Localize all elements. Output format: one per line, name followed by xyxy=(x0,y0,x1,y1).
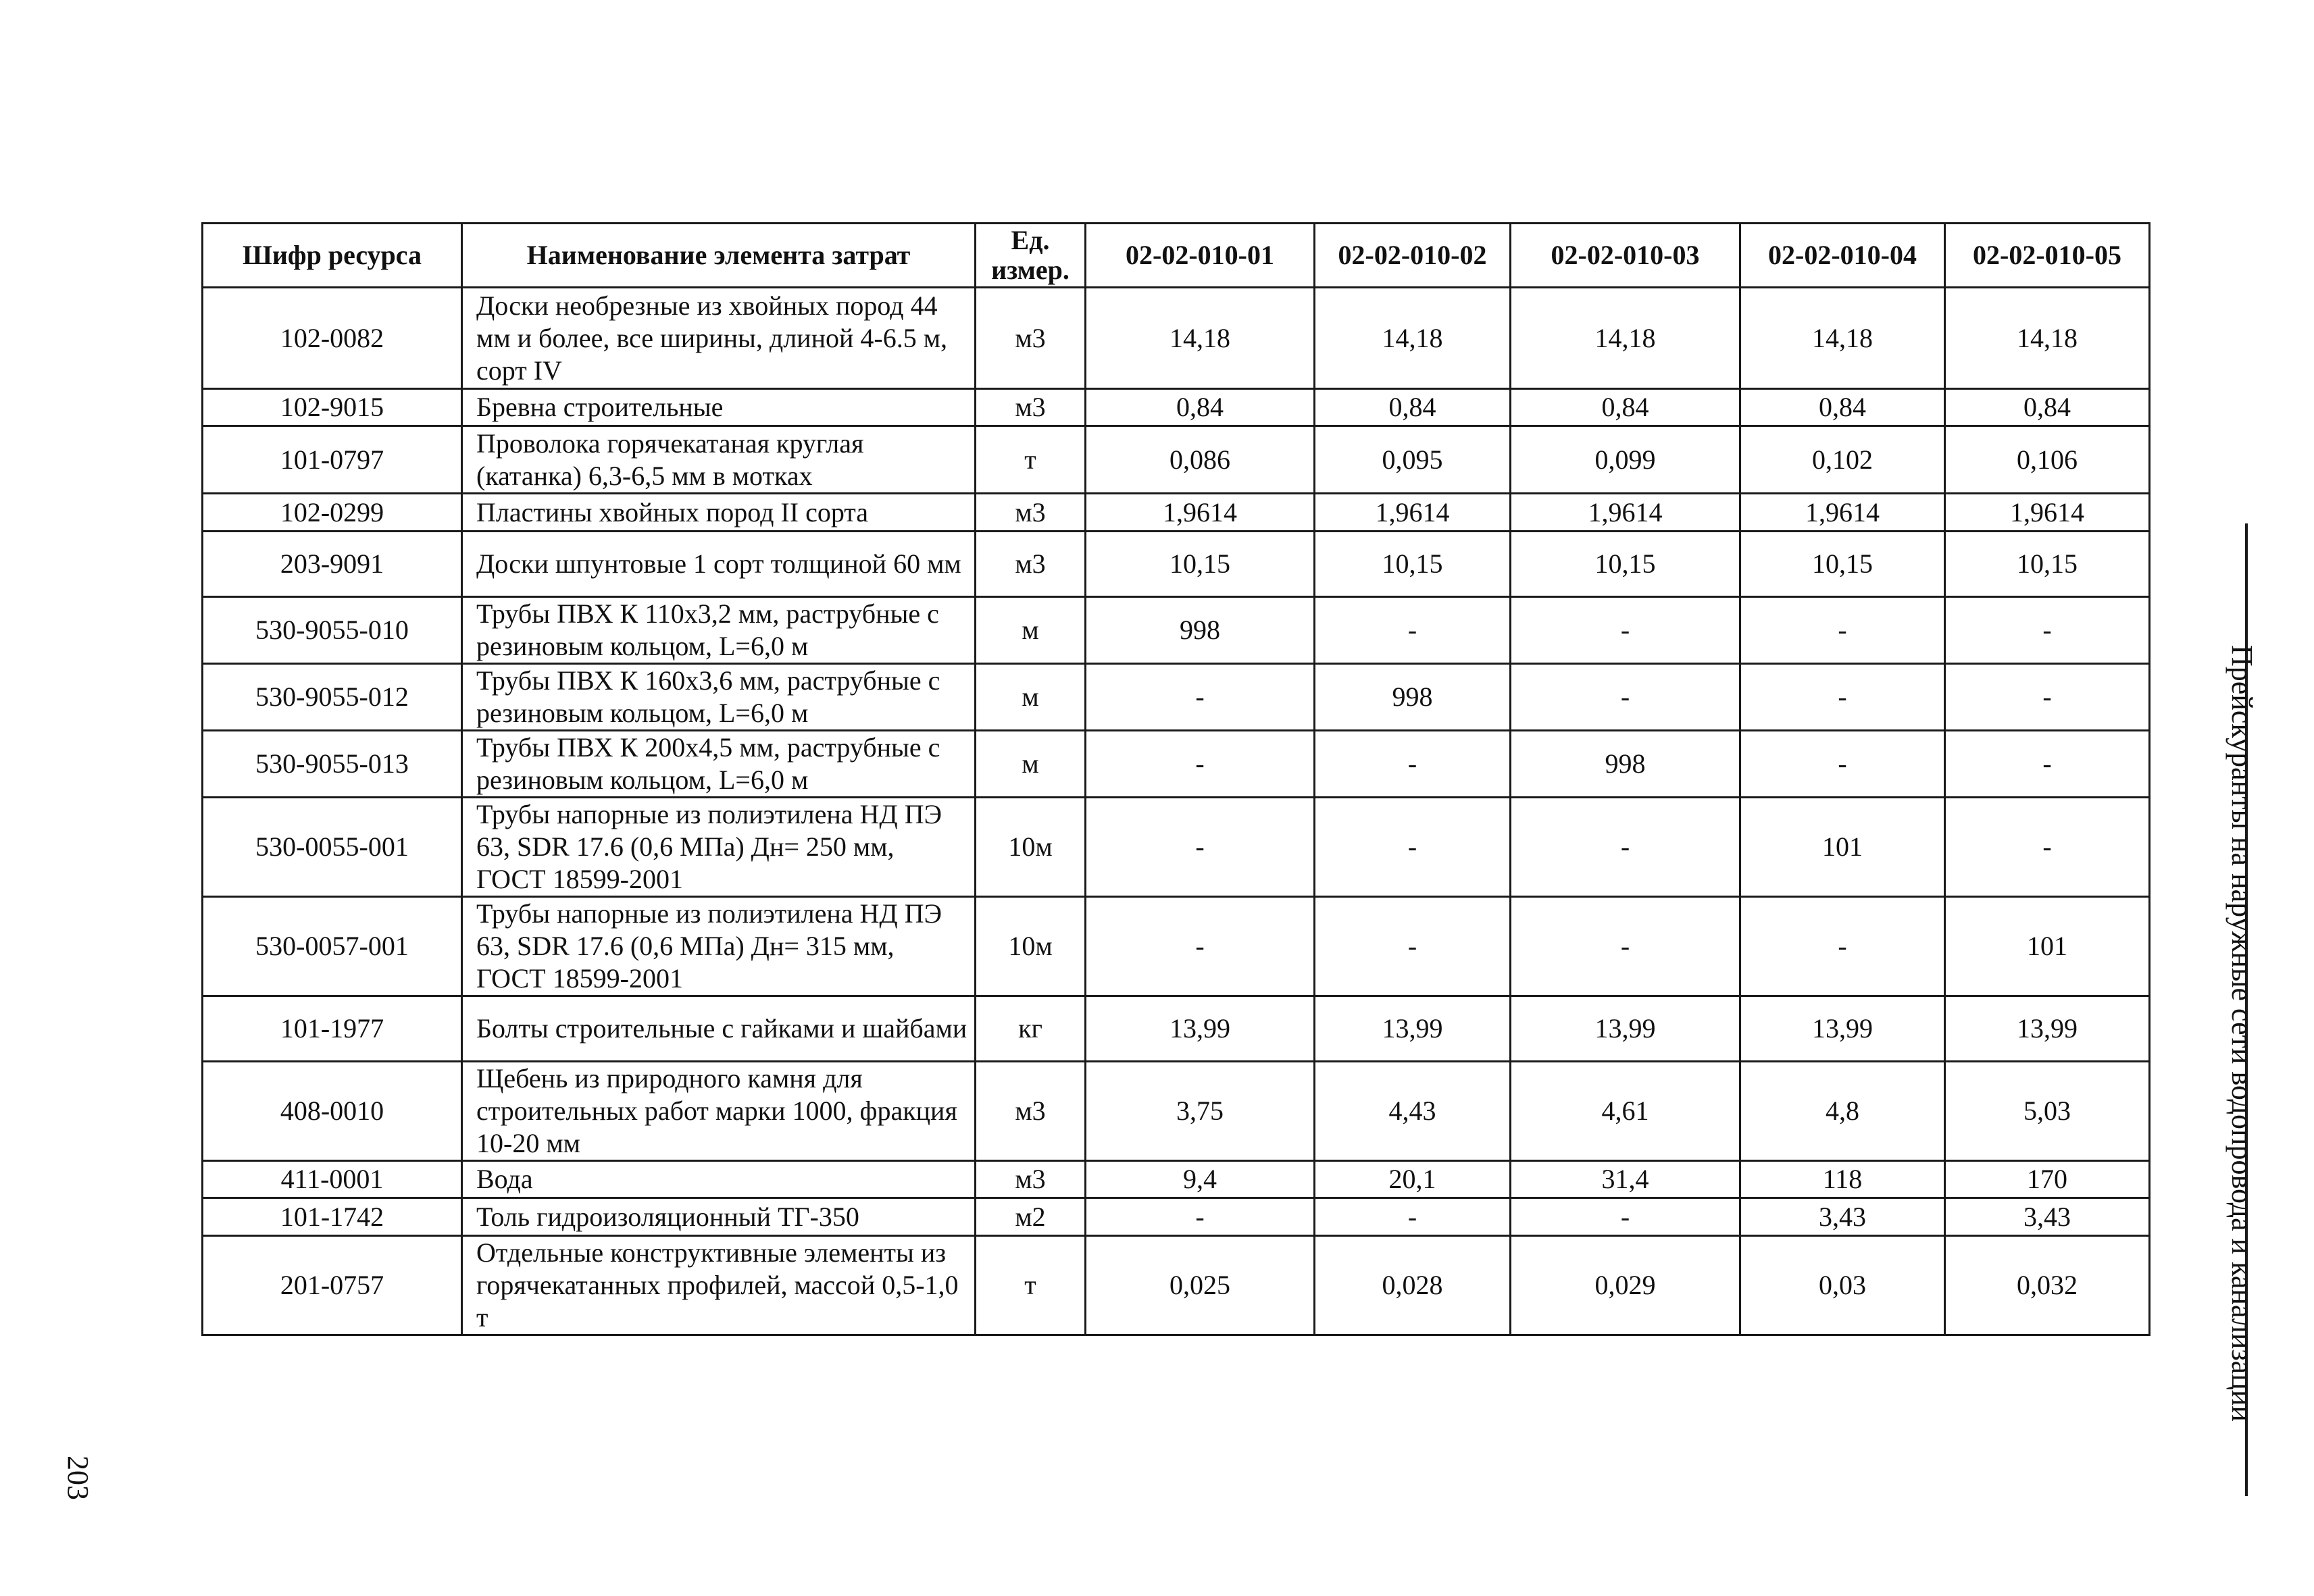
table-row xyxy=(203,288,2150,389)
row-value: - xyxy=(1740,664,1945,731)
table-row xyxy=(203,731,2150,798)
table-row xyxy=(203,1198,2150,1236)
row-unit: м2 xyxy=(976,1198,1086,1236)
row-code: 411-0001 xyxy=(203,1161,462,1198)
row-unit: кг xyxy=(976,996,1086,1062)
row-unit: м xyxy=(976,731,1086,798)
row-value: - xyxy=(1315,1198,1511,1236)
row-value: - xyxy=(1945,597,2150,664)
row-value: 31,4 xyxy=(1511,1161,1740,1198)
header-code: Шифр ресурса xyxy=(203,224,462,288)
row-value: 0,086 xyxy=(1086,426,1315,494)
row-value: 0,099 xyxy=(1511,426,1740,494)
row-name: Пластины хвойных пород II сорта xyxy=(462,494,976,532)
row-name: Доски шпунтовые 1 сорт толщиной 60 мм xyxy=(462,532,976,597)
row-code: 203-9091 xyxy=(203,532,462,597)
row-value: 1,9614 xyxy=(1086,494,1315,532)
row-value: 0,84 xyxy=(1945,389,2150,426)
row-value: 10,15 xyxy=(1315,532,1511,597)
row-name: Бревна строительные xyxy=(462,389,976,426)
row-code: 530-0055-001 xyxy=(203,798,462,897)
row-value: 0,025 xyxy=(1086,1236,1315,1335)
header-column-1: 02-02-010-01 xyxy=(1086,224,1315,288)
table-row xyxy=(203,664,2150,731)
row-value: 14,18 xyxy=(1511,288,1740,389)
row-value: - xyxy=(1086,798,1315,897)
row-value: - xyxy=(1945,664,2150,731)
table-row xyxy=(203,597,2150,664)
row-value: 998 xyxy=(1315,664,1511,731)
header-unit-line2: измер. xyxy=(991,255,1070,285)
row-value: 4,61 xyxy=(1511,1062,1740,1161)
row-value: 0,106 xyxy=(1945,426,2150,494)
row-value: - xyxy=(1315,897,1511,996)
row-unit: т xyxy=(976,426,1086,494)
row-value: 3,75 xyxy=(1086,1062,1315,1161)
table-header-row xyxy=(203,224,2150,288)
table-row xyxy=(203,532,2150,597)
row-value: - xyxy=(1315,731,1511,798)
row-value: 1,9614 xyxy=(1315,494,1511,532)
row-unit: 10м xyxy=(976,798,1086,897)
row-value: - xyxy=(1511,897,1740,996)
row-unit: т xyxy=(976,1236,1086,1335)
row-value: 0,029 xyxy=(1511,1236,1740,1335)
row-value: - xyxy=(1086,664,1315,731)
row-value: - xyxy=(1945,731,2150,798)
row-value: 118 xyxy=(1740,1161,1945,1198)
row-value: 4,8 xyxy=(1740,1062,1945,1161)
row-value: 14,18 xyxy=(1086,288,1315,389)
row-value: - xyxy=(1315,597,1511,664)
row-code: 101-1742 xyxy=(203,1198,462,1236)
row-name: Щебень из природного камня для строительных работ марки 1000, фракция 10-20 мм xyxy=(462,1062,976,1161)
row-value: 170 xyxy=(1945,1161,2150,1198)
row-value: - xyxy=(1511,597,1740,664)
row-name: Вода xyxy=(462,1161,976,1198)
row-unit: м3 xyxy=(976,1062,1086,1161)
row-name: Трубы ПВХ К 160х3,6 мм, раструбные с резиновым кольцом, L=6,0 м xyxy=(462,664,976,731)
row-code: 201-0757 xyxy=(203,1236,462,1335)
row-code: 530-9055-013 xyxy=(203,731,462,798)
resource-table xyxy=(201,222,2150,1336)
header-column-4: 02-02-010-04 xyxy=(1740,224,1945,288)
row-value: 5,03 xyxy=(1945,1062,2150,1161)
header-unit xyxy=(976,224,1086,288)
row-name: Трубы напорные из полиэтилена НД ПЭ 63, SDR 17.6 (0,6 МПа) Дн= 250 мм, ГОСТ 18599-2001 xyxy=(462,798,976,897)
row-value: - xyxy=(1740,897,1945,996)
row-value: 10,15 xyxy=(1945,532,2150,597)
row-code: 530-0057-001 xyxy=(203,897,462,996)
row-code: 530-9055-010 xyxy=(203,597,462,664)
row-value: 998 xyxy=(1086,597,1315,664)
row-value: 0,102 xyxy=(1740,426,1945,494)
row-value: - xyxy=(1511,798,1740,897)
row-value: 0,032 xyxy=(1945,1236,2150,1335)
row-value: 14,18 xyxy=(1740,288,1945,389)
row-value: 101 xyxy=(1740,798,1945,897)
row-value: 1,9614 xyxy=(1740,494,1945,532)
row-value: - xyxy=(1511,1198,1740,1236)
row-value: - xyxy=(1086,731,1315,798)
row-value: 0,84 xyxy=(1315,389,1511,426)
row-value: 14,18 xyxy=(1945,288,2150,389)
row-value: - xyxy=(1945,798,2150,897)
row-value: 13,99 xyxy=(1315,996,1511,1062)
row-value: - xyxy=(1086,897,1315,996)
table-row xyxy=(203,494,2150,532)
row-name: Болты строительные с гайками и шайбами xyxy=(462,996,976,1062)
row-value: 20,1 xyxy=(1315,1161,1511,1198)
row-value: 0,095 xyxy=(1315,426,1511,494)
row-value: 0,028 xyxy=(1315,1236,1511,1335)
row-name: Отдельные конструктивные элементы из горячекатанных профилей, массой 0,5-1,0 т xyxy=(462,1236,976,1335)
header-unit-line1: Ед. xyxy=(1011,225,1050,255)
row-code: 101-0797 xyxy=(203,426,462,494)
row-value: 13,99 xyxy=(1740,996,1945,1062)
header-column-2: 02-02-010-02 xyxy=(1315,224,1511,288)
row-code: 101-1977 xyxy=(203,996,462,1062)
row-value: 3,43 xyxy=(1740,1198,1945,1236)
resource-table-wrapper xyxy=(201,222,2148,1336)
row-value: 0,03 xyxy=(1740,1236,1945,1335)
row-unit: м3 xyxy=(976,494,1086,532)
row-code: 102-0082 xyxy=(203,288,462,389)
row-value: 0,84 xyxy=(1086,389,1315,426)
row-value: 9,4 xyxy=(1086,1161,1315,1198)
row-value: 998 xyxy=(1511,731,1740,798)
table-row xyxy=(203,389,2150,426)
row-name: Трубы напорные из полиэтилена НД ПЭ 63, SDR 17.6 (0,6 МПа) Дн= 315 мм, ГОСТ 18599-2001 xyxy=(462,897,976,996)
row-value: 10,15 xyxy=(1511,532,1740,597)
table-row xyxy=(203,1236,2150,1335)
table-row xyxy=(203,1161,2150,1198)
row-value: 0,84 xyxy=(1740,389,1945,426)
table-row xyxy=(203,996,2150,1062)
side-title: Прейскуранты на наружные сети водопровода и канализации xyxy=(2225,645,2259,1422)
row-value: 101 xyxy=(1945,897,2150,996)
row-name: Трубы ПВХ К 110х3,2 мм, раструбные с резиновым кольцом, L=6,0 м xyxy=(462,597,976,664)
row-unit: м xyxy=(976,597,1086,664)
row-value: 10,15 xyxy=(1740,532,1945,597)
row-value: 0,84 xyxy=(1511,389,1740,426)
row-value: 13,99 xyxy=(1086,996,1315,1062)
row-unit: м3 xyxy=(976,389,1086,426)
row-code: 530-9055-012 xyxy=(203,664,462,731)
row-value: - xyxy=(1086,1198,1315,1236)
row-unit: м3 xyxy=(976,1161,1086,1198)
header-column-5: 02-02-010-05 xyxy=(1945,224,2150,288)
row-value: 1,9614 xyxy=(1511,494,1740,532)
row-value: 13,99 xyxy=(1945,996,2150,1062)
row-unit: 10м xyxy=(976,897,1086,996)
row-value: - xyxy=(1740,731,1945,798)
row-value: - xyxy=(1315,798,1511,897)
row-code: 102-0299 xyxy=(203,494,462,532)
row-name: Трубы ПВХ К 200х4,5 мм, раструбные с резиновым кольцом, L=6,0 м xyxy=(462,731,976,798)
row-unit: м3 xyxy=(976,288,1086,389)
page-number: 203 xyxy=(61,1456,95,1500)
table-row xyxy=(203,897,2150,996)
header-column-3: 02-02-010-03 xyxy=(1511,224,1740,288)
table-row xyxy=(203,1062,2150,1161)
row-value: - xyxy=(1740,597,1945,664)
row-value: 1,9614 xyxy=(1945,494,2150,532)
row-unit: м xyxy=(976,664,1086,731)
row-name: Доски необрезные из хвойных пород 44 мм и более, все ширины, длиной 4-6.5 м, сорт IV xyxy=(462,288,976,389)
row-value: - xyxy=(1511,664,1740,731)
row-name: Толь гидроизоляционный ТГ-350 xyxy=(462,1198,976,1236)
table-row xyxy=(203,798,2150,897)
row-value: 10,15 xyxy=(1086,532,1315,597)
row-value: 4,43 xyxy=(1315,1062,1511,1161)
row-value: 14,18 xyxy=(1315,288,1511,389)
row-code: 408-0010 xyxy=(203,1062,462,1161)
row-unit: м3 xyxy=(976,532,1086,597)
row-value: 3,43 xyxy=(1945,1198,2150,1236)
table-row xyxy=(203,426,2150,494)
header-name: Наименование элемента затрат xyxy=(462,224,976,288)
row-value: 13,99 xyxy=(1511,996,1740,1062)
row-name: Проволока горячекатаная круглая (катанка) 6,3-6,5 мм в мотках xyxy=(462,426,976,494)
row-code: 102-9015 xyxy=(203,389,462,426)
